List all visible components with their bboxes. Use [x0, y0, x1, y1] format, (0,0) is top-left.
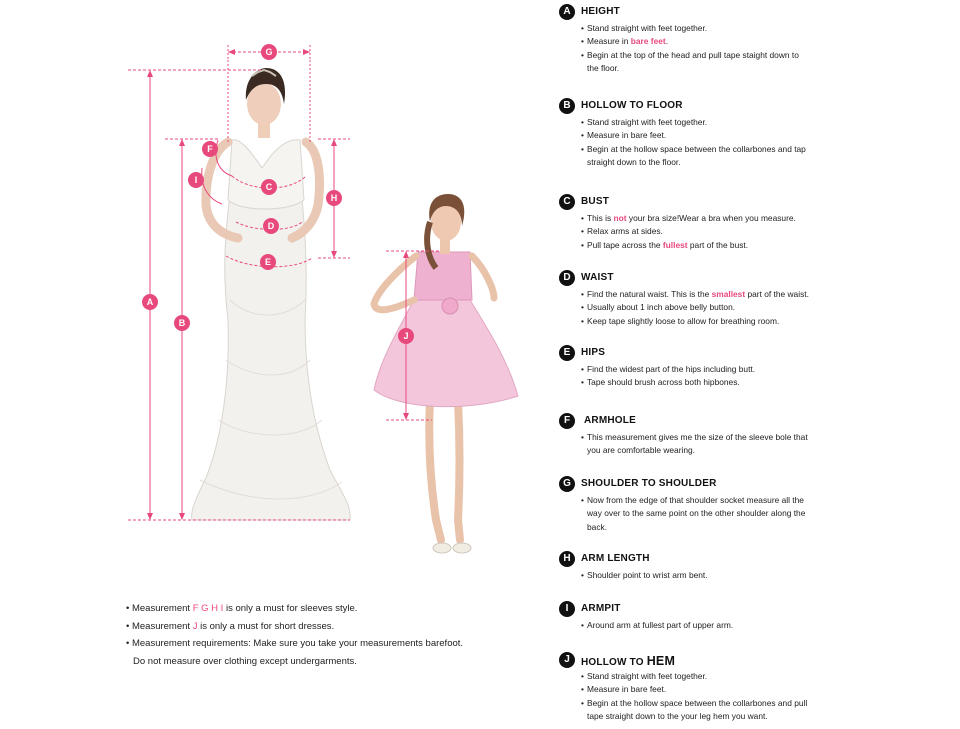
bullet: • Begin at the hollow space between the collarbones and tap: [581, 143, 826, 156]
bullet: • Begin at the hollow space between the collarbones and pull: [581, 697, 826, 710]
marker-c-label: C: [265, 182, 273, 192]
bullet-highlight: bare feet: [630, 36, 666, 47]
bullet: • Find the widest part of the hips including butt.: [581, 363, 826, 376]
note-requirements: • Measurement requirements: Make sure you take your measurements barefoot.: [126, 638, 464, 649]
bullet: • Measure in bare feet.: [581, 683, 826, 696]
section-bullets: [581, 116, 826, 170]
section-badge: B: [559, 98, 575, 114]
section-title: ARMHOLE: [584, 415, 636, 426]
section-bullets: [581, 22, 826, 76]
bullet-highlight: not: [613, 213, 627, 223]
section-bullets: [581, 288, 826, 328]
section-bullets: [581, 494, 826, 534]
bullet-continuation: the floor.: [587, 63, 620, 74]
note-text: Do not measure over clothing except undergarments.: [133, 655, 357, 667]
marker-f-label: F: [207, 144, 213, 154]
marker-h-label: H: [330, 193, 338, 203]
note-sleeves: • Measurement F G H I is only a must for sleeves style.: [126, 603, 358, 614]
bullet: [581, 239, 826, 252]
bullet-continuation: way over to the same point on the other shoulder along the: [587, 508, 806, 519]
bullet: • Relax arms at sides.: [581, 225, 826, 238]
section-bullets: [581, 619, 826, 632]
bullet-continuation: you are comfortable wearing.: [587, 445, 695, 456]
bullet: [581, 35, 826, 48]
section-title: ARMPIT: [581, 603, 621, 614]
bullet: • Begin at the top of the head and pull tape staight down to: [581, 49, 826, 62]
bullet: • This measurement gives me the size of the sleeve bole that: [581, 431, 826, 444]
bullet: • Now from the edge of that shoulder socket measure all the: [581, 494, 826, 507]
section-title: SHOULDER TO SHOULDER: [581, 478, 717, 489]
bullet-highlight: smallest: [711, 289, 746, 299]
section-title: WAIST: [581, 272, 614, 283]
bullet: • Around arm at fullest part of upper arm.: [581, 619, 826, 632]
section-badge: I: [559, 601, 575, 617]
marker-e-label: E: [264, 257, 272, 267]
section-title: [581, 654, 675, 668]
note-short-dress: • Measurement J is only a must for short dresses.: [126, 620, 335, 632]
bullet: • Stand straight with feet together.: [581, 670, 826, 683]
bullet: • Tape should brush across both hipbones.: [581, 376, 826, 389]
title-text: HOLLOW TO: [581, 657, 647, 668]
bullet-text: .: [665, 36, 669, 47]
note-text: Measurement requirements: Make sure you take your measurements barefoot.: [131, 638, 464, 649]
section-bullets: [581, 212, 826, 252]
note-text: Measurement: [131, 603, 193, 614]
bullet: • Keep tape slightly loose to allow for breathing room.: [581, 315, 826, 328]
section-badge: D: [559, 270, 575, 286]
bullet-text: part of the bust.: [687, 239, 749, 250]
section-title: HIPS: [581, 347, 606, 358]
bullet: • Stand straight with feet together.: [581, 116, 826, 129]
bullet: [581, 212, 826, 225]
marker-d-label: D: [267, 221, 275, 231]
bullet-text: Measure in: [587, 36, 631, 47]
bullet-continuation: back.: [587, 521, 608, 532]
bullet: • Usually about 1 inch above belly button.: [581, 301, 826, 314]
section-title: HEIGHT: [581, 6, 620, 17]
bullet-text: part of the waist.: [745, 289, 809, 299]
note-text: Measurement: [131, 620, 193, 632]
section-badge: J: [559, 652, 575, 668]
section-bullets: [581, 569, 826, 582]
bullet: • Shoulder point to wrist arm bent.: [581, 569, 826, 582]
bullet: [581, 288, 826, 301]
section-badge: G: [559, 476, 575, 492]
bullet-continuation: tape straight down to the your leg hem you want.: [587, 711, 768, 722]
measurement-notes: [126, 600, 546, 670]
marker-b-label: B: [178, 318, 186, 328]
section-bullets: [581, 431, 826, 458]
short-dress-figure: [374, 194, 518, 553]
bullet-text: your bra size!Wear a bra when you measure.: [626, 213, 796, 223]
bullet-text: Pull tape across the: [587, 239, 663, 250]
section-title: ARM LENGTH: [581, 553, 650, 564]
note-undergarments: [126, 653, 546, 671]
note-highlight: J: [192, 620, 198, 632]
section-title: BUST: [581, 196, 610, 207]
marker-g-label: G: [265, 47, 273, 57]
section-title: HOLLOW TO FLOOR: [581, 100, 683, 111]
section-bullets: [581, 670, 826, 724]
marker-a-label: A: [146, 297, 154, 307]
section-badge: H: [559, 551, 575, 567]
title-text-large: HEM: [646, 654, 676, 668]
note-highlight: F G H I: [192, 603, 224, 614]
marker-j-label: J: [403, 331, 409, 341]
section-badge: E: [559, 345, 575, 361]
note-text: is only a must for short dresses.: [197, 620, 335, 632]
section-bullets: [581, 363, 826, 390]
bride-figure: [192, 68, 351, 520]
note-text: is only a must for sleeves style.: [223, 603, 358, 614]
bullet-text: Find the natural waist. This is the: [587, 289, 712, 299]
section-badge: A: [559, 4, 575, 20]
bullet-highlight: fullest: [662, 239, 688, 250]
section-badge: C: [559, 194, 575, 210]
bullet-text: This is: [587, 213, 614, 223]
marker-i-label: I: [194, 175, 198, 185]
bullet-continuation: straight down to the floor.: [587, 157, 681, 168]
bullet: • Measure in bare feet.: [581, 129, 826, 142]
bullet: • Stand straight with feet together.: [581, 22, 826, 35]
section-badge: F: [559, 413, 575, 429]
